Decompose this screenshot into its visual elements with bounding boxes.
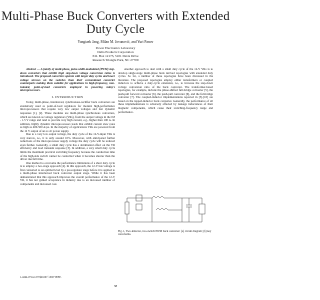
- copyright-notice: 1-4244-0714-1/07/$20.00 ©2007 IEEE.: [20, 276, 62, 279]
- right-column: [118, 68, 213, 114]
- paper-title: [0, 10, 231, 36]
- abstract: Abstract — A family of multi-phase, pulse-width-modulated (PWM) step-down converters that exhibit high step-down voltage conversion ratios is introduced. The proposed converters operate with larger duty cycles and lower voltage stresses on the switches than their conventional converter counterparts making them suitable for applications in high-frequency, non-isolated, point-of-load converters employed in powering today's microprocessors.: [20, 67, 115, 93]
- right-paragraph-1: Another approach to deal with a small duty cycle of the 12-V VRs is to develop single-stage multi-phase buck derived topologies with extended duty cycles. So far, a number of these topologies have been discussed in the literature. The proposed topologies employ either transformers or coupled inductors to achieve a duty-cycle extension, i.e., to increase the step-down voltage conversion ratio of the buck converter. The transformer-based topologies, for example, include the phase-shifted full-bridge converter [5], the push-pull forward converter [6], the push-pull converter [6], and the full-bridge converter [7]. The coupled-inductor implementations reported in [5]-[10] are based on the tapped-inductor buck converter. Generally, the performance of all these implementations is adversely affected by leakage inductances of their magnetic components, which cause their switching-frequency range and performance.: [118, 67, 213, 114]
- figure-caption: Fig. 1. Two-inductor, two-switch PWM buck converter: (a) circuit diagram; (b) key waveforms.: [118, 230, 212, 237]
- affiliation-line-1: Power Electronics Laboratory: [95, 46, 136, 50]
- page-number: 38: [113, 284, 118, 288]
- inductor-l2-symbol: [156, 209, 168, 211]
- load-resistor-symbol: [199, 204, 205, 214]
- title-line-1: Multi-Phase Buck Converters with Extended: [1, 9, 230, 23]
- affiliation-block: [0, 47, 231, 63]
- author-list: Yungtaek Jang, Milan M. Jovanović, and Yuri Panov: [77, 40, 154, 44]
- section-heading-introduction: I. INTRODUCTION: [51, 94, 84, 99]
- intro-paragraph-1: Today, multi-phase, interleaved, synchronous-rectifier buck converters are extensively used as point-of-load regulators for modern high-performance microprocessors that require very low output voltages and fast dynamic responses [1], [2]. These modules are multi-phase synchronous converters, which are known as voltage regulators (VRs), from the output voltage in the 0.8 - 1.5 V range and tend to provide very high current, e.g., higher than 100 A. In addition, highly dynamic microprocessors loads that exhibit current slew rates as high as 400-500 A/µs. In the majority of applications VRs are powered from the 12 V output of an ac-dc power supply.: [20, 100, 115, 133]
- circuit-diagram-figure: [122, 190, 210, 228]
- left-column: [20, 68, 115, 187]
- affiliation-line-2: Delta Products Corporation: [97, 49, 134, 54]
- affiliation-line-4: Research Triangle Park, NC 27709: [92, 57, 139, 62]
- affiliation-line-3: P.O. Box 12173, 5101 Davis Drive: [92, 53, 139, 58]
- inductor-l1-symbol: [152, 197, 164, 199]
- switch-s2-symbol: [136, 204, 142, 210]
- input-source-symbol: [125, 202, 129, 214]
- title-line-2: Duty Cycle: [86, 22, 145, 36]
- intro-paragraph-3: One method to overcome the performance limitations of a short duty cycle is to employ a two-stage approach [4]. In this approach, the 12-V bus voltage is first converted to an optimal level by a pre-regulator stage before it is applied to a multi-phase interleaved buck converter output stage. While it has been demonstrated that this approach improves the overall performance of the 12-V VR, it has not gained acceptance in industry due to an increased number of components and increased cost.: [20, 160, 115, 186]
- intro-paragraph-2: Due to a very low output voltage, the duty cycle of the 12-V-input VRs is very narrow, i.e., it is only around 10%. Moreover, with anticipated further reductions of the microprocessor supply voltage the duty cycle will be reduced even further. Generally, a small duty cycle has a detrimental effect on the VR efficiency and load transient response [3]. In addition, a very small duty cycle limits the maximum practical switching frequency because the conduction time of the high-side switch cannot be controlled when it becomes shorter than the driver rise/fall time.: [20, 132, 115, 162]
